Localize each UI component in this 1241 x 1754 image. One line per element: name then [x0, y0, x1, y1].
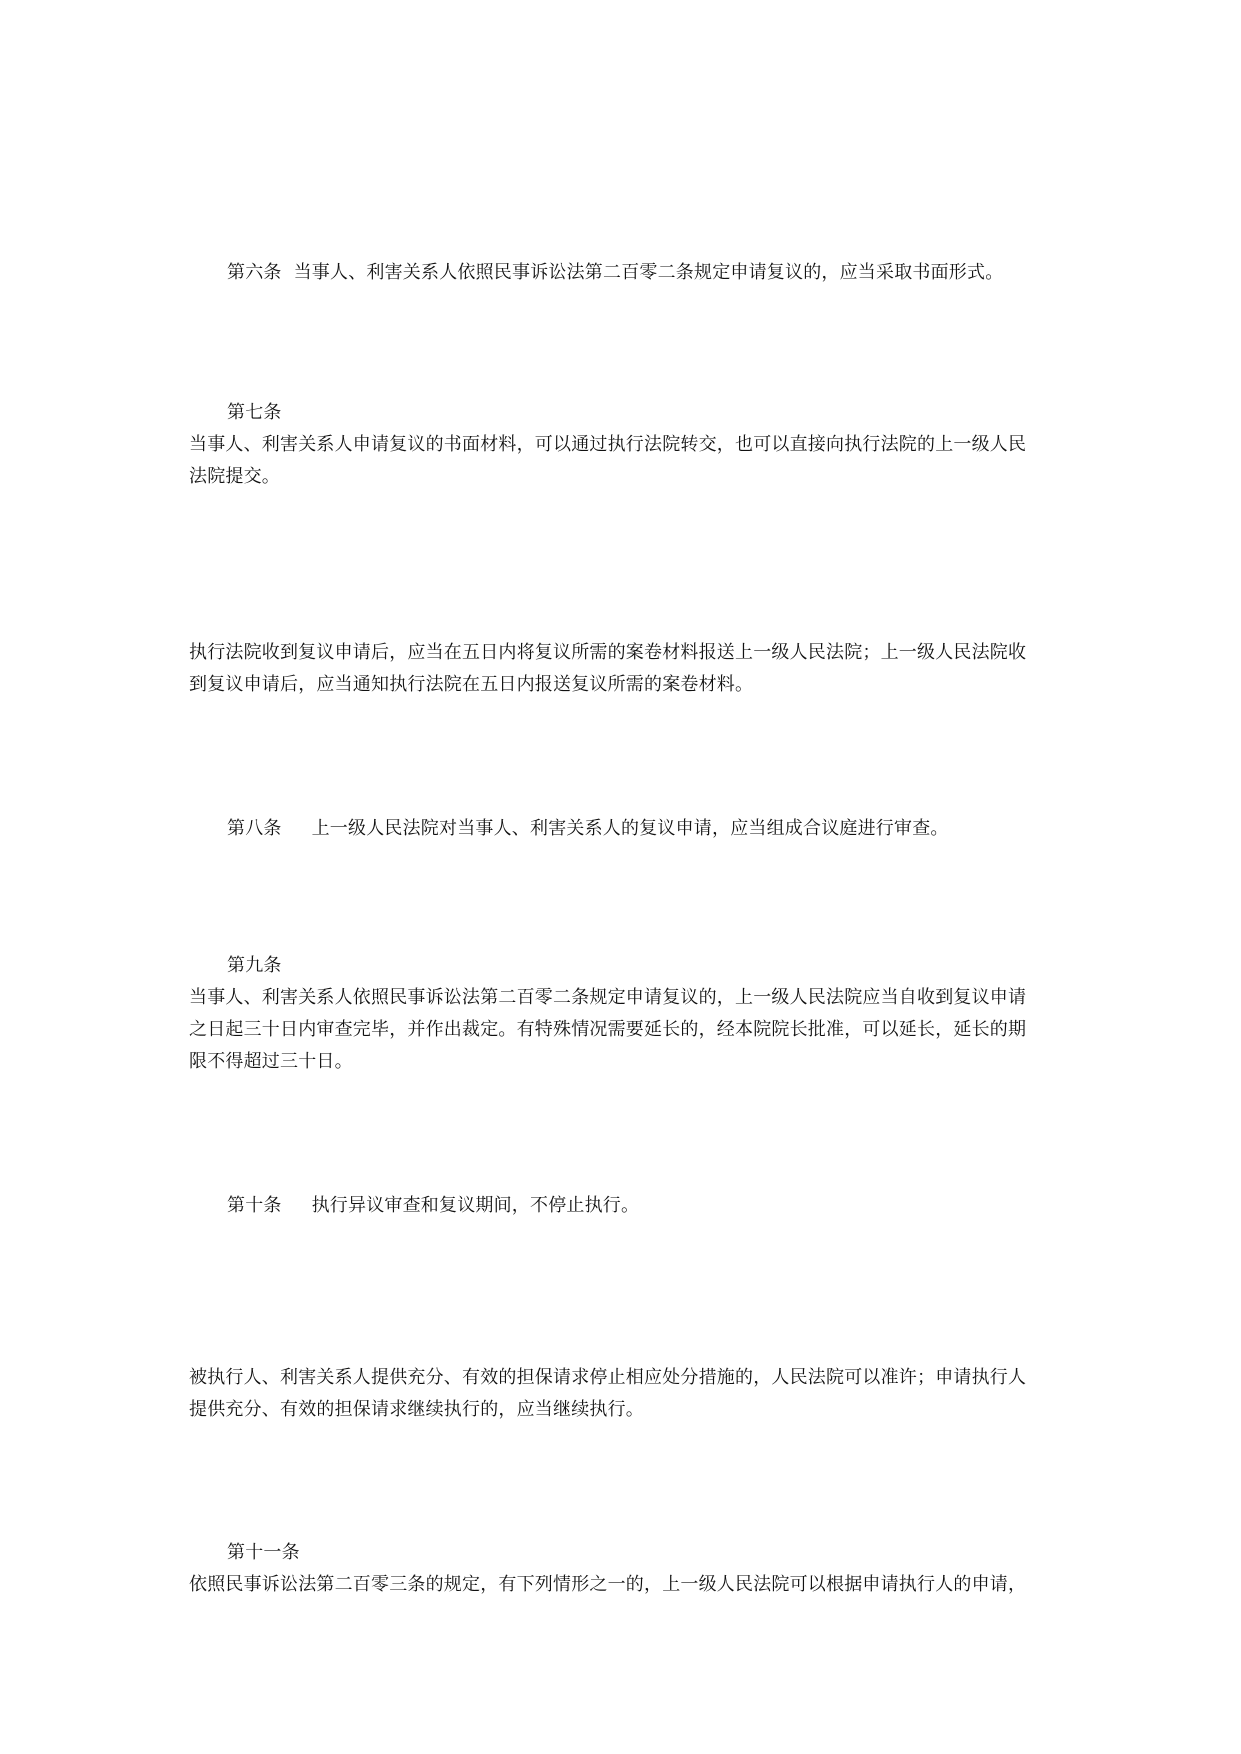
article-7-heading: 第七条: [227, 402, 282, 423]
article-7-para2-line-1: 执行法院收到复议申请后，应当在五日内将复议所需的案卷材料报送上一级人民法院；上一级人民法院收: [189, 642, 1027, 663]
article-10-para2-line-2: 提供充分、有效的担保请求继续执行的，应当继续执行。: [189, 1399, 644, 1420]
article-10-paragraph-2: [189, 1362, 1053, 1426]
article-8-heading: 第八条: [227, 818, 282, 839]
article-9: [189, 950, 1053, 1078]
article-9-heading: 第九条: [227, 955, 282, 976]
article-10-text: 执行异议审查和复议期间，不停止执行。: [311, 1195, 640, 1216]
article-10-para2-line-1: 被执行人、利害关系人提供充分、有效的担保请求停止相应处分措施的，人民法院可以准许；申请执行人: [189, 1367, 1027, 1388]
article-7-paragraph-2: [189, 637, 1053, 701]
article-11-line-1: 依照民事诉讼法第二百零三条的规定，有下列情形之一的，上一级人民法院可以根据申请执行人的申请，: [189, 1574, 1027, 1595]
article-6-line: [189, 257, 1053, 289]
article-7: [189, 397, 1053, 493]
article-8-text: 上一级人民法院对当事人、利害关系人的复议申请，应当组成合议庭进行审查。: [311, 818, 949, 839]
article-9-line-1: 当事人、利害关系人依照民事诉讼法第二百零二条规定申请复议的，上一级人民法院应当自收到复议申请: [189, 987, 1027, 1008]
article-7-para2-line-2: 到复议申请后，应当通知执行法院在五日内报送复议所需的案卷材料。: [189, 674, 754, 695]
article-6-heading: 第六条: [227, 262, 282, 283]
article-7-line-1: 当事人、利害关系人申请复议的书面材料，可以通过执行法院转交，也可以直接向执行法院的上一级人民: [189, 434, 1027, 455]
article-10-heading: 第十条: [227, 1195, 282, 1216]
article-6-text: 当事人、利害关系人依照民事诉讼法第二百零二条规定申请复议的，应当采取书面形式。: [293, 262, 1004, 283]
article-7-line-2: 法院提交。: [189, 466, 280, 487]
article-10: [189, 1190, 1053, 1222]
article-10-line: [189, 1190, 1053, 1222]
article-9-line-3: 限不得超过三十日。: [189, 1051, 353, 1072]
article-8: [189, 813, 1053, 845]
article-8-line: [189, 813, 1053, 845]
article-9-line-2: 之日起三十日内审查完毕，并作出裁定。有特殊情况需要延长的，经本院院长批准，可以延长，延长的期: [189, 1019, 1027, 1040]
article-11-heading: 第十一条: [227, 1542, 300, 1563]
article-11: [189, 1537, 1053, 1601]
article-6: [189, 257, 1053, 289]
